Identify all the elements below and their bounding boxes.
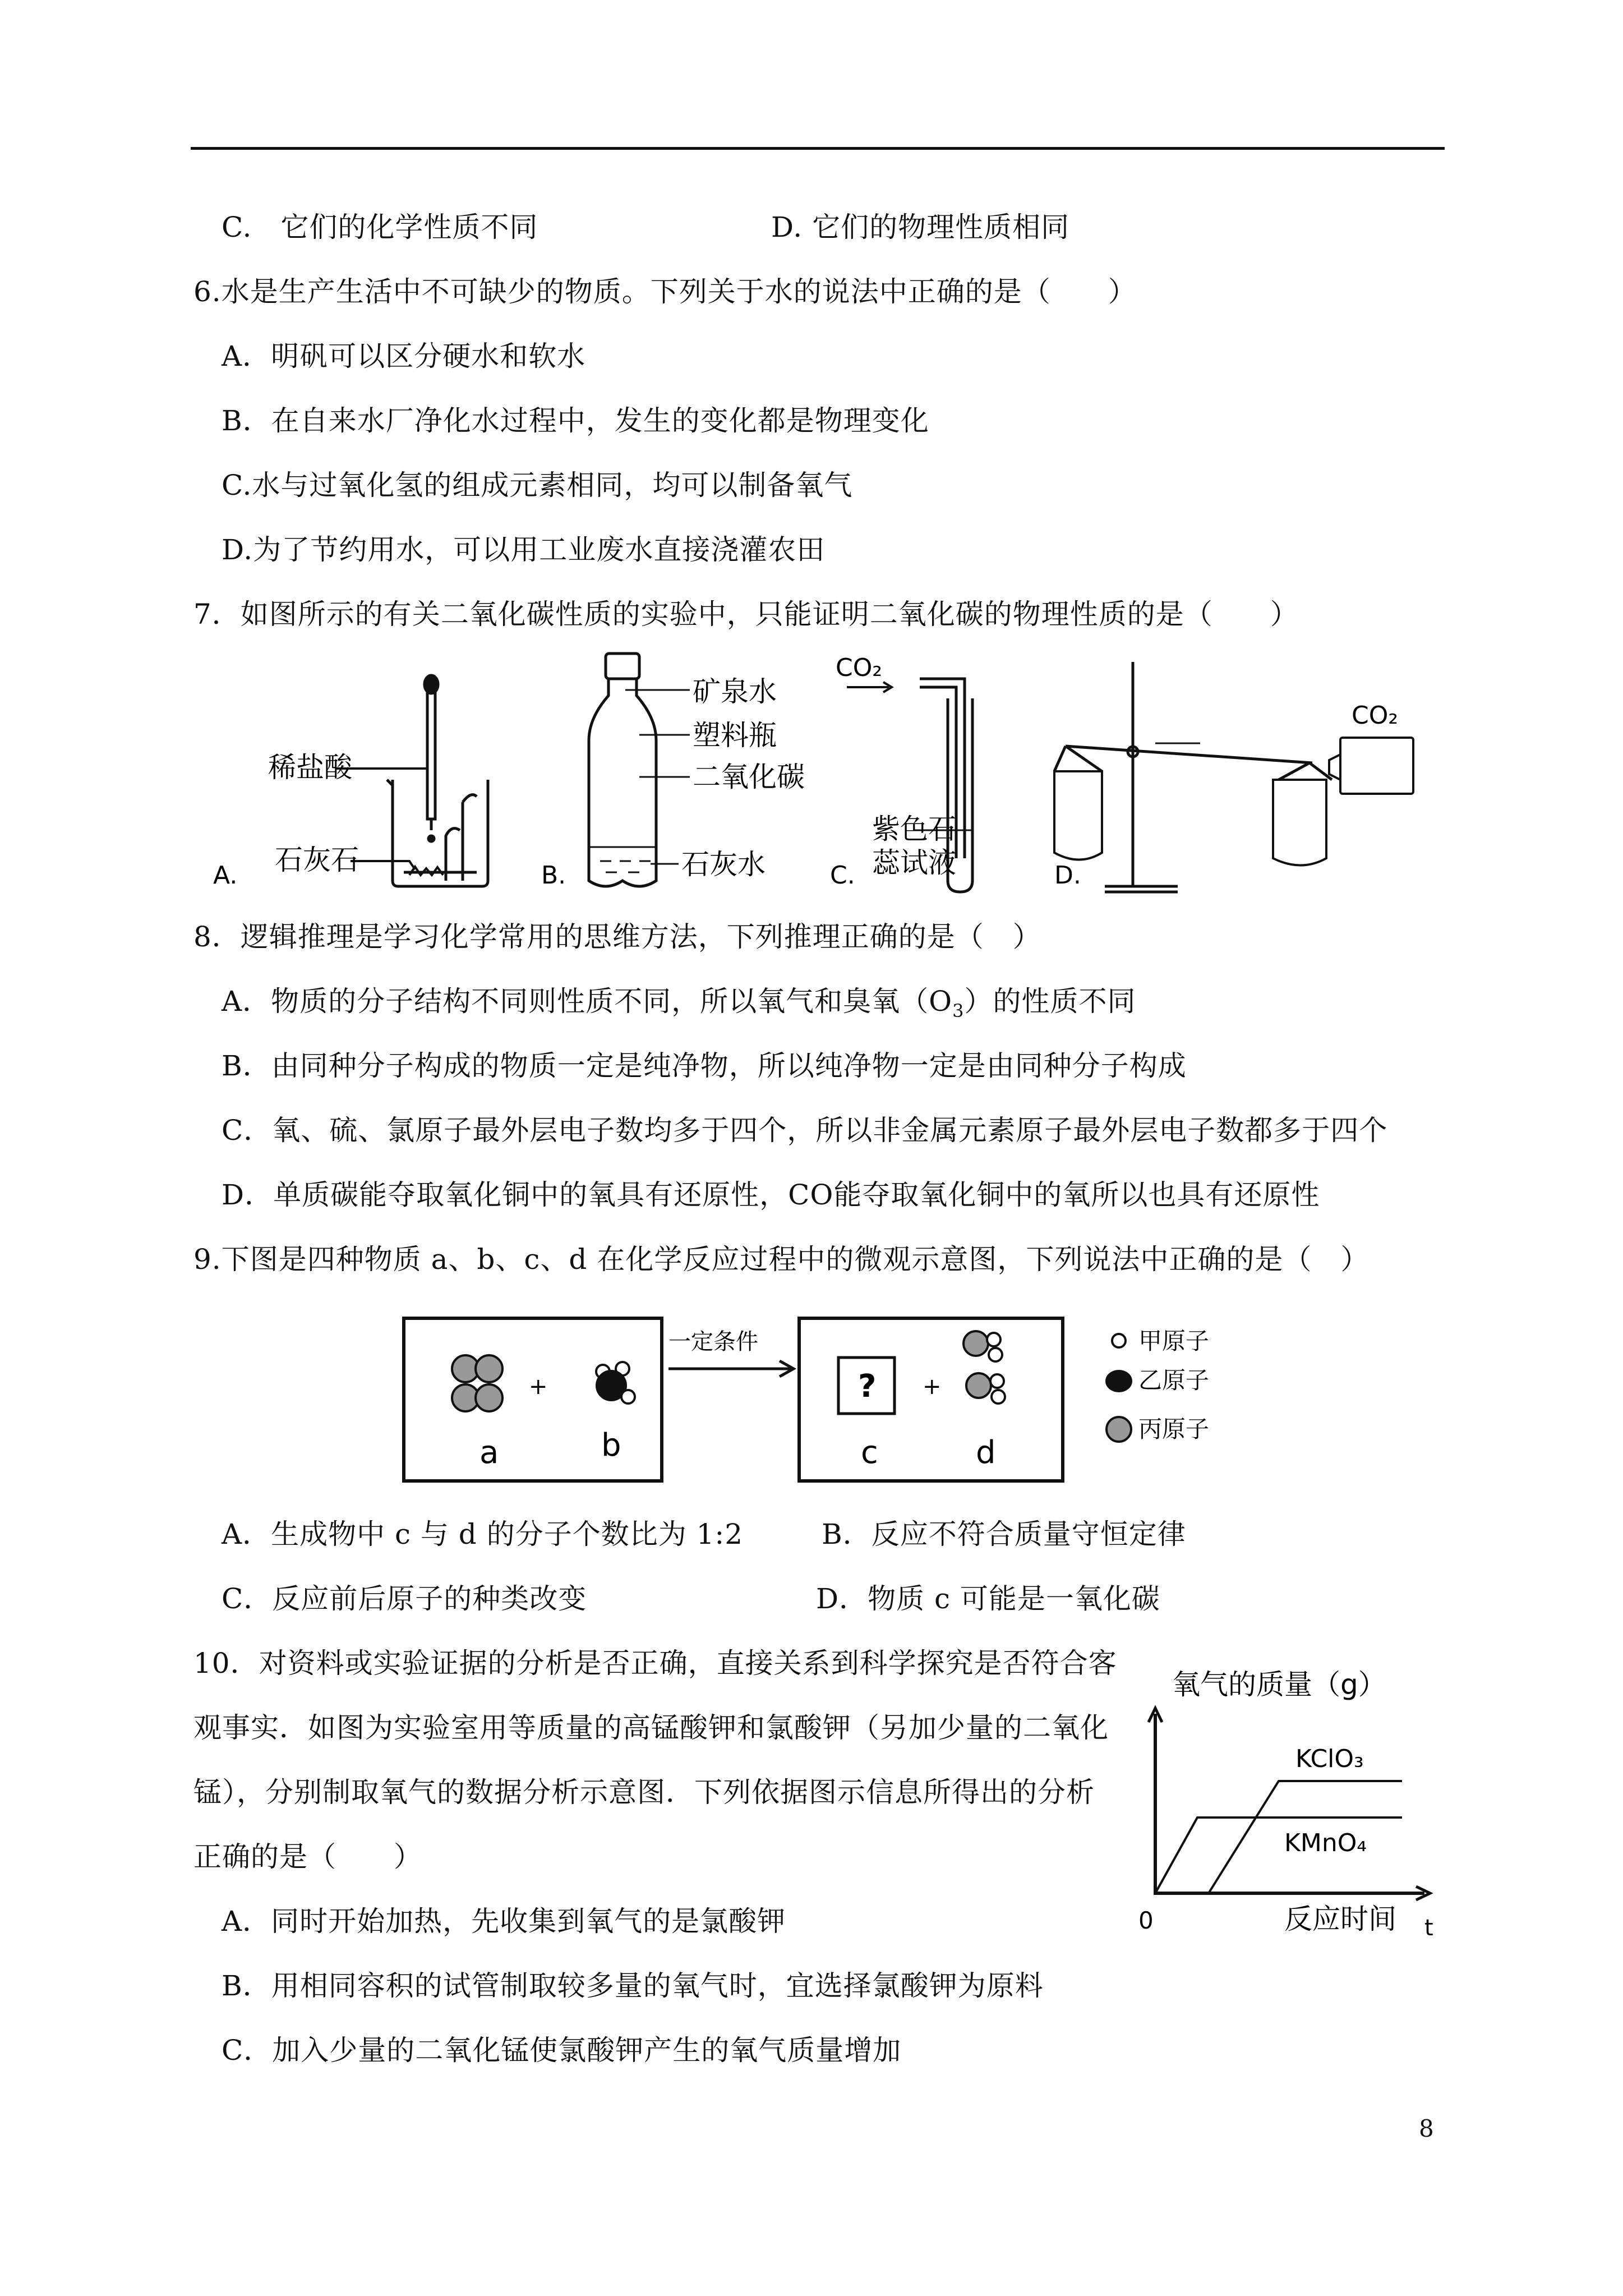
q7-option-b-label: B. [541, 861, 566, 890]
q9-plus-right: + [923, 1374, 942, 1400]
q9-molecule-b [596, 1362, 635, 1404]
q10-stem-line-3: 锰），分别制取氧气的数据分析示意图．下列依据图示信息所得出的分析 [193, 1776, 1095, 1809]
q9-legend-bing-icon [1106, 1417, 1131, 1442]
q10-graph-ylabel: 氧气的质量（g） [1172, 1668, 1386, 1701]
q7-option-d-label: D. [1054, 861, 1081, 890]
q9-label-a: a [479, 1434, 499, 1471]
q7-c-co2-label: CO₂ [836, 654, 882, 682]
q10-graph [1122, 1660, 1447, 1941]
q6-option-b: B．在自来水厂净化水过程中，发生的变化都是物理变化 [222, 404, 929, 437]
q7-d-co2-label: CO₂ [1352, 701, 1398, 730]
q9-label-d: d [976, 1434, 996, 1471]
q10-graph-kmno4-label: KMnO₄ [1284, 1829, 1367, 1857]
q7-figure [213, 645, 1424, 903]
q9-label-c: c [861, 1434, 878, 1471]
q9-condition-label: 一定条件 [668, 1329, 758, 1355]
q7-c-litmus-label-1: 紫色石 [872, 813, 956, 845]
q5-option-c: C. 它们的化学性质不同 [222, 211, 538, 243]
q9-unknown-mark: ? [858, 1368, 877, 1405]
q10-graph-origin: 0 [1138, 1907, 1154, 1934]
q9-molecule-d [963, 1331, 1005, 1404]
q6-option-a: A．明矾可以区分硬水和软水 [222, 340, 586, 372]
q10-graph-x-unit: t [1424, 1915, 1433, 1941]
q8-option-a-sub: 3 [952, 1000, 965, 1022]
q10-option-b: B．用相同容积的试管制取较多量的氧气时，宜选择氯酸钾为原料 [222, 1970, 1044, 2002]
q8-option-a-pre: A．物质的分子结构不同则性质不同，所以氧气和臭氧（O [222, 985, 953, 1018]
q10-stem-line-2: 观事实．如图为实验室用等质量的高锰酸钾和氯酸钾（另加少量的二氧化 [193, 1711, 1109, 1744]
q9-option-a: A．生成物中 c 与 d 的分子个数比为 1:2 [222, 1518, 744, 1550]
q9-label-b: b [601, 1427, 621, 1464]
q9-legend-yi: 乙原子 [1138, 1366, 1210, 1394]
q9-legend-jia: 甲原子 [1138, 1327, 1210, 1355]
q10-graph-xlabel: 反应时间 [1284, 1903, 1396, 1935]
q9-legend-yi-icon [1105, 1370, 1132, 1392]
q7-a-acid-label: 稀盐酸 [268, 751, 352, 784]
q7-figure-b [589, 654, 690, 886]
q9-plus-left: + [529, 1374, 548, 1400]
header-rule [191, 147, 1445, 150]
q8-option-b: B．由同种分子构成的物质一定是纯净物，所以纯净物一定是由同种分子构成 [222, 1050, 1187, 1082]
q9-stem: 9.下图是四种物质 a、b、c、d 在化学反应过程中的微观示意图，下列说法中正确的是（ ） [193, 1243, 1370, 1276]
q7-b-limewater-label: 石灰水 [681, 848, 766, 881]
q8-option-d: D．单质碳能夺取氧化铜中的氧具有还原性，CO能夺取氧化铜中的氧所以也具有还原性 [222, 1179, 1320, 1211]
q9-molecule-a [452, 1355, 502, 1411]
q10-graph-axes [1155, 1714, 1424, 1893]
q10-stem-line-4: 正确的是（ ） [193, 1841, 422, 1873]
q6-option-c: C.水与过氧化氢的组成元素相同，均可以制备氧气 [222, 469, 853, 501]
q7-figure-a [336, 675, 488, 886]
q7-a-stone-label: 石灰石 [275, 844, 359, 876]
q7-option-c-label: C. [830, 861, 855, 890]
page-number: 8 [1419, 2115, 1434, 2142]
q10-option-c: C．加入少量的二氧化锰使氯酸钾产生的氧气质量增加 [222, 2034, 902, 2067]
q6-option-d: D.为了节约用水，可以用工业废水直接浇灌农田 [222, 533, 826, 566]
q5-option-d: D. 它们的物理性质相同 [771, 211, 1070, 243]
q9-figure [393, 1307, 1290, 1492]
q7-b-bottle-label: 塑料瓶 [693, 719, 777, 752]
q7-b-co2-label: 二氧化碳 [693, 761, 805, 793]
q7-figure-d [1054, 662, 1413, 892]
q9-option-d: D．物质 c 可能是一氧化碳 [816, 1582, 1160, 1615]
q8-option-a-post: ）的性质不同 [964, 985, 1136, 1018]
q10-graph-kclo3-label: KClO₃ [1295, 1745, 1364, 1773]
q8-stem: 8．逻辑推理是学习化学常用的思维方法，下列推理正确的是（ ） [193, 921, 1041, 953]
q7-c-litmus-label-2: 蕊试液 [872, 846, 956, 879]
q9-option-c: C．反应前后原子的种类改变 [222, 1582, 587, 1615]
q8-option-c: C．氧、硫、氯原子最外层电子数均多于四个，所以非金属元素原子最外层电子数都多于四个 [222, 1114, 1388, 1147]
q7-b-water-label: 矿泉水 [693, 675, 777, 708]
q9-legend-bing: 丙原子 [1138, 1415, 1210, 1443]
q9-legend-jia-icon [1112, 1334, 1126, 1347]
q8-option-a [222, 984, 1136, 1028]
q10-stem-line-1: 10．对资料或实验证据的分析是否正确，直接关系到科学探究是否符合客 [193, 1647, 1117, 1680]
q10-option-a: A．同时开始加热，先收集到氧气的是氯酸钾 [222, 1905, 786, 1938]
q7-stem: 7．如图所示的有关二氧化碳性质的实验中，只能证明二氧化碳的物理性质的是（ ） [193, 598, 1299, 631]
q7-option-a-label: A. [213, 861, 238, 890]
q6-stem: 6.水是生产生活中不可缺少的物质。下列关于水的说法中正确的是（ ） [193, 275, 1137, 308]
q9-option-b: B．反应不符合质量守恒定律 [822, 1518, 1186, 1550]
